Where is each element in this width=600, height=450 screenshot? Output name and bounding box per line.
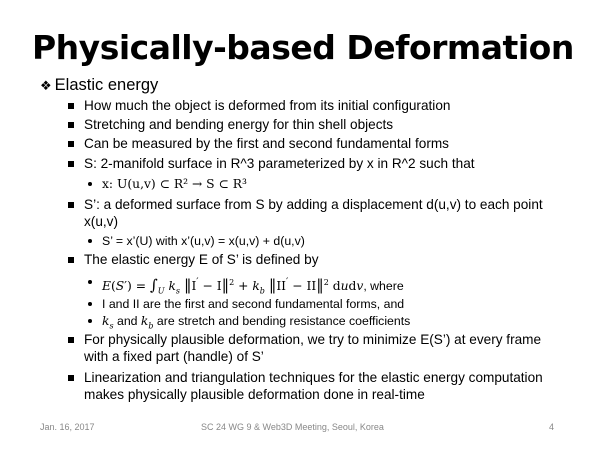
- displacement-text: S’ = x’(U) with x’(u,v) = x(u,v) + d(u,v): [102, 234, 305, 248]
- section-elastic-energy: [40, 75, 158, 96]
- bullet-item: [68, 331, 556, 365]
- bullet-item: [68, 116, 556, 133]
- diamond-bullet-icon: ❖: [40, 78, 52, 93]
- dot-bullet-icon: [88, 302, 92, 306]
- energy-formula-rendered: $E(S') = \int_U$ $k_s$ ‖I′ − I‖$^2$ + $k_b$ ‖II′ − II‖$^2$ dudv: [102, 276, 364, 296]
- square-bullet-icon: [68, 141, 74, 147]
- coefficients-line: $k_s$ and $k_b$ are stretch and bending resistance coefficients: [102, 314, 411, 331]
- bullet-item: [68, 251, 556, 268]
- footer-page-number: 4: [549, 422, 555, 432]
- square-bullet-icon: [68, 103, 74, 109]
- bullet-text: How much the object is deformed from its initial configuration: [84, 98, 451, 113]
- section-label: Elastic energy: [54, 76, 159, 94]
- square-bullet-icon: [68, 337, 74, 343]
- square-bullet-icon: [68, 375, 74, 381]
- bullet-item: [68, 369, 556, 403]
- square-bullet-icon: [68, 122, 74, 128]
- bullet-text: Stretching and bending energy for thin shell objects: [84, 117, 394, 132]
- sub-bullet-energy-formula: [88, 271, 556, 296]
- sub-bullet-forms: [88, 296, 556, 312]
- slide-title: Physically-based Deformation: [32, 28, 574, 67]
- footer-event: SC 24 WG 9 & Web3D Meeting, Seoul, Korea: [201, 422, 384, 432]
- bullet-item: [68, 196, 556, 230]
- dot-bullet-icon: [88, 319, 92, 323]
- bullet-text: S: 2-manifold surface in R^3 parameterized by x in R^2 such that: [84, 156, 475, 171]
- bullet-text: For physically plausible deformation, we try to minimize E(S’) at every frame with a fixed part (handle) of S’: [84, 332, 542, 364]
- bullet-item: [68, 97, 556, 114]
- coefficients-text: are stretch and bending resistance coefficients: [156, 314, 411, 328]
- bullet-item: [68, 135, 556, 152]
- footer-date: Jan. 16, 2017: [40, 422, 95, 432]
- sub-bullet-map-formula: [88, 176, 556, 192]
- square-bullet-icon: [68, 257, 74, 263]
- energy-formula-tail: , where: [363, 279, 404, 294]
- bullet-text: S’: a deformed surface from S by adding a displacement d(u,v) to each point x(u,v): [84, 197, 543, 229]
- map-formula: x: U(u,v) ⊂ R² → S ⊂ R³: [102, 177, 247, 191]
- bullet-text: Linearization and triangulation techniques for the elastic energy computation makes physically plausible deformation done in real-time: [84, 370, 543, 402]
- forms-text: I and II are the first and second fundamental forms, and: [102, 297, 405, 311]
- sub-bullet-displacement: [88, 233, 556, 249]
- dot-bullet-icon: [88, 280, 92, 284]
- bullet-text: Can be measured by the first and second fundamental forms: [84, 136, 449, 151]
- square-bullet-icon: [68, 161, 74, 167]
- dot-bullet-icon: [88, 239, 92, 243]
- square-bullet-icon: [68, 202, 74, 208]
- bullet-text: The elastic energy E of S’ is defined by: [84, 252, 319, 267]
- bullet-item: [68, 155, 556, 172]
- dot-bullet-icon: [88, 182, 92, 186]
